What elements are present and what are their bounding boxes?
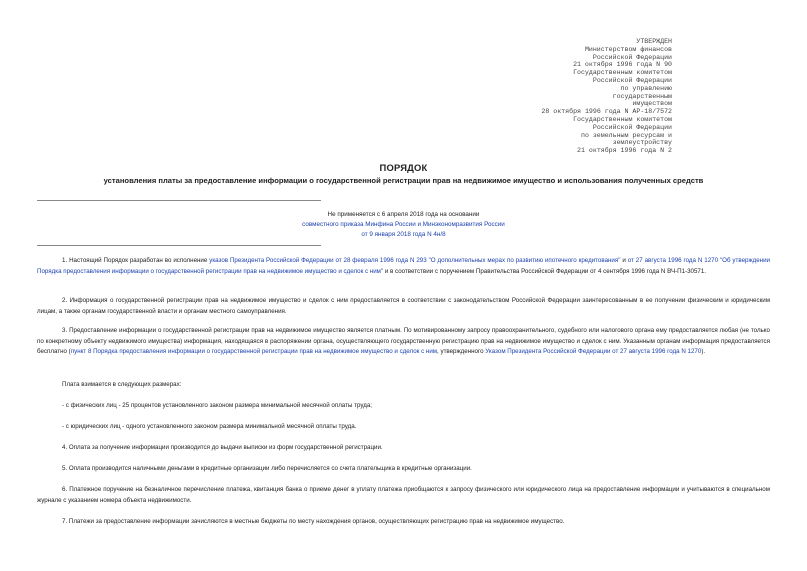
paragraph-text: , утвержденного [437,348,486,356]
paragraph-3 [37,326,770,358]
approval-line: 21 октября 1996 года N 2 [577,147,672,155]
paragraph-text: и [620,257,628,264]
approval-line: государственным [612,92,672,100]
document-subtitle: установления платы за предоставление информации о государственной регистрации прав на недвижимое имущество и использования полученных средств [103,176,704,185]
paragraph-text: ). [701,348,706,356]
paragraph-2: 2. Информация о государственной регистрации прав на недвижимое имущество и сделок с ним предоставляется в соответствии с законодательством Российской Федерации заинтересованным в ее получении физическим и юридическим лицам, а также органам государственной власти и органам местного самоуправления. [37,297,770,315]
paragraph-rates: Плата взимается в следующих размерах: [62,381,182,388]
notice-link-date[interactable]: от 9 января 2018 года N 4н/8 [361,231,446,238]
approval-line: Российской Федерации [592,123,672,131]
approval-line: имуществом [632,100,672,108]
approval-line: Государственным комитетом [573,69,672,77]
paragraph-7: 7. Платежи за предоставление информации зачисляются в местные бюджеты по месту нахождения органов, осуществляющих регистрацию прав на недвижимое имущество. [62,518,565,525]
approval-line: Государственным комитетом [573,115,672,123]
notice-link[interactable]: совместного приказа Минфина России и Минэкономразвития России [302,221,505,228]
decree-link[interactable]: указов Президента Российской Федерации от 28 февраля 1996 года N 293 "О дополнительных мерах по развитию ипотечного кредитования" [209,257,621,264]
paragraph-text: 3. Предоставление информации о государственной регистрации прав на недвижимое имущество является платным. По мотивированному запросу правоохранительного, судебного или налогового органа ему предоставляется любая (не только по конкретному объекту недвижимого имущества) информация, находящаяся в распоряжении органа, осуществляющего государственную регистрацию прав на недвижимое имущество и сделок с ним. Указанным органам информация предоставляется бесплатно ( [37,327,770,356]
divider-bottom [37,245,321,246]
approval-line: Министерством финансов [584,45,672,53]
paragraph-physical: - с физических лиц - 25 процентов установленного законом размера минимальной месячной оплаты труда; [62,402,372,409]
paragraph-text: 1. Настоящий Порядок разработан во исполнение [62,257,210,264]
title-block [0,162,807,185]
paragraph-5: 5. Оплата производится наличными деньгами в кредитные организации либо перечисляется со счета плательщика в кредитные организации. [62,465,472,472]
decree-link[interactable]: от 27 августа 1996 года N 1270 "Об утверждении Порядка предоставления информации о государственной регистрации прав на недвижимое имущество и сделок с ним" [37,257,770,275]
status-notice [200,210,607,240]
order-link[interactable]: пункт 8 Порядка предоставления информации о государственной регистрации прав на недвижимое имущество и сделок с ним [70,348,438,356]
document-title: ПОРЯДОК [379,162,428,173]
approval-line: Российской Федерации [592,76,672,84]
paragraph-text: и в соответствии с поручением Правительства Российской Федерации от 4 сентября 1996 года N ВЧ-П1-30571. [383,267,706,275]
paragraph-6: 6. Платежное поручение на безналичное перечисление платежа, квитанция банка о приеме денег в уплату платежа приобщаются к запросу физического или юридического лица на предоставление информации и учитываются в специальном журнале с указанием номера объекта недвижимости. [37,486,770,504]
paragraph-1 [37,256,770,277]
approval-line: по земельным ресурсам и [580,131,672,139]
approval-line: по управлению [620,84,672,92]
paragraph-4: 4. Оплата за получение информации производится до выдачи выписки из форм государственной регистрации. [62,444,383,451]
notice-text: Не применяется с 6 апреля 2018 года на основании [327,211,480,218]
paragraph-legal: - с юридических лиц - одного установленного законом размера минимальной месячной оплаты труда. [62,423,357,430]
divider-top [37,200,321,201]
decree-link[interactable]: Указом Президента Российской Федерации от 27 августа 1996 года N 1270 [485,348,702,356]
approval-line: 28 октября 1996 года N АР-18/7572 [541,108,672,116]
approval-stamp-block [470,38,672,155]
approval-line: УТВЕРЖДЕН [636,38,672,45]
approval-line: 21 октября 1996 года N 90 [573,61,672,69]
approval-line: Российской Федерации [592,53,672,61]
approval-line: землеустройству [612,139,672,147]
